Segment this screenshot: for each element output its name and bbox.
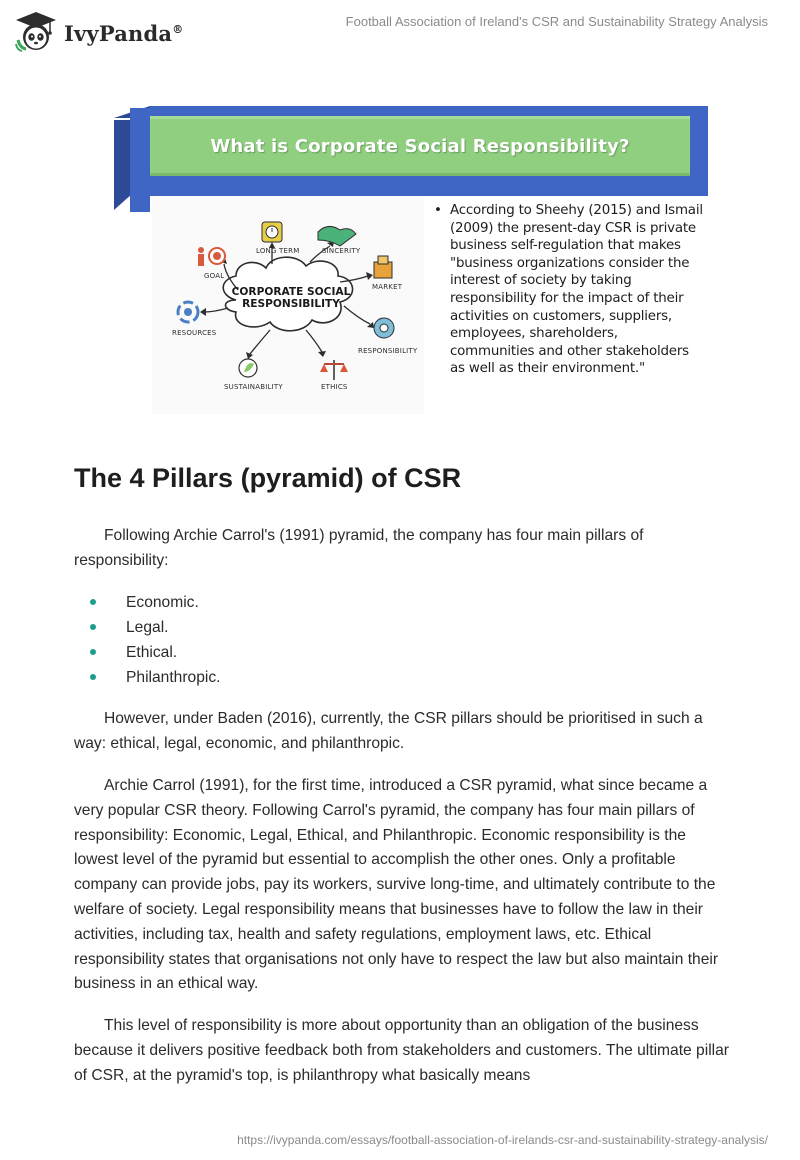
slide-title: What is Corporate Social Responsibility? <box>210 135 630 157</box>
bullet-icon <box>90 624 96 630</box>
label-ethics: ETHICS <box>321 383 348 391</box>
document-title: Football Association of Ireland's CSR and Sustainability Strategy Analysis <box>345 14 768 29</box>
label-sustainability: SUSTAINABILITY <box>224 383 283 391</box>
label-sincerity: SINCERITY <box>322 247 361 255</box>
paragraph-intro: Following Archie Carrol's (1991) pyramid, the company has four main pillars of responsibility: <box>74 527 644 569</box>
list-item: Ethical. <box>74 640 220 665</box>
section-heading: The 4 Pillars (pyramid) of CSR <box>74 463 462 493</box>
brand-name: IvyPanda® <box>64 21 184 46</box>
sustainability-icon <box>239 359 257 377</box>
pillars-list <box>74 590 220 690</box>
label-responsibility: RESPONSIBILITY <box>358 347 418 355</box>
slide-bullet: • <box>434 203 442 218</box>
source-url[interactable]: https://ivypanda.com/essays/football-association-of-irelands-csr-and-sustainability-strategy-analysis/ <box>237 1133 768 1147</box>
paragraph-baden: However, under Baden (2016), currently, the CSR pillars should be prioritised in such a way: ethical, legal, economic, and philanthropic. <box>74 710 703 752</box>
paragraph-philanthropy: This level of responsibility is more about opportunity than an obligation of the business because it delivers positive feedback both from stakeholders and customers. The ultimate pillar of CSR, at the pyramid's top, is philanthropy what basically means <box>74 1017 729 1084</box>
list-item: Economic. <box>74 590 220 615</box>
responsibility-icon <box>374 318 394 338</box>
list-item: Legal. <box>74 615 220 640</box>
label-resources: RESOURCES <box>172 329 217 337</box>
list-item: Philanthropic. <box>74 665 220 690</box>
label-long-term: LONG TERM <box>256 247 300 255</box>
slide-quote-text: According to Sheehy (2015) and Ismail (2009) the present-day CSR is private business self-regulation that makes "business organizations consider the interest of society by taking responsibility for the impact of their activities on customers, suppliers, employees, shareholders, communities and other stakeholders as well as their environment." <box>450 203 703 377</box>
slide-quote <box>434 202 704 378</box>
bullet-icon <box>90 674 96 680</box>
label-market: MARKET <box>372 283 403 291</box>
paragraph-carrol: Archie Carrol (1991), for the first time, introduced a CSR pyramid, what since became a very popular CSR theory. Following Carrol's pyramid, the company has four main pillars of responsibility: Economic, Legal, Ethical, and Philanthropic. Economic responsibility is the lowest level of the pyramid but essential to accomplish the other ones. Only a profitable company can provide jobs, pay its workers, survive long-time, and ultimately contribute to the welfare of society. Legal responsibility means that businesses have to follow the law in their activities, including tax, health and safety regulations, employment laws, etc. Ethical responsibility states that organisations not only have to respect the law but also maintain their business in an ethical way. <box>74 777 719 993</box>
label-goal: GOAL <box>204 272 225 280</box>
bullet-icon <box>90 649 96 655</box>
bullet-icon <box>90 599 96 605</box>
long-term-icon <box>262 222 282 242</box>
cloud-label: CORPORATE SOCIAL RESPONSIBILITY <box>231 286 351 310</box>
